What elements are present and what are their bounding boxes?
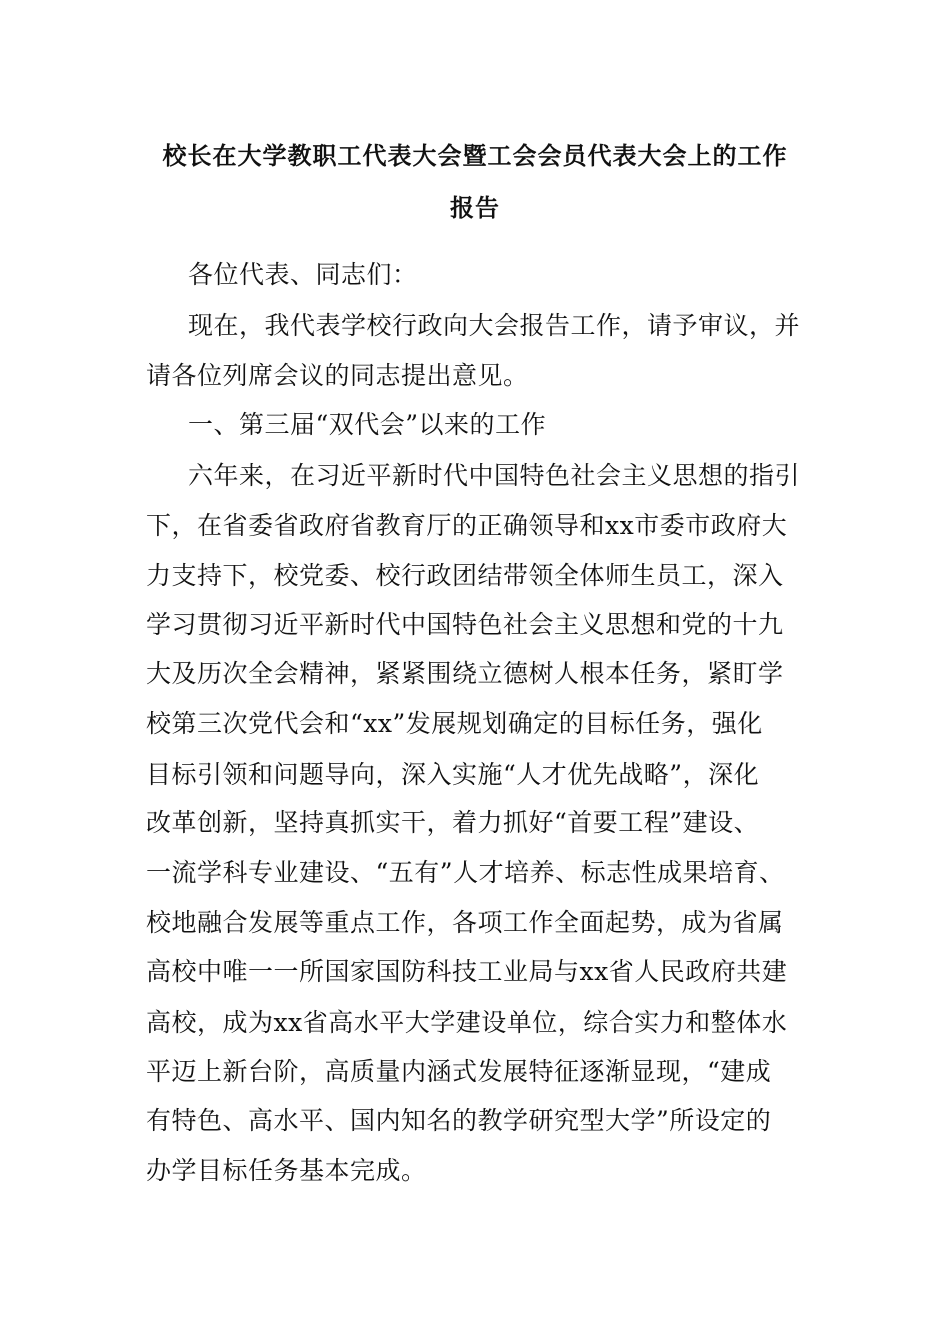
paragraph-line: 办学目标任务基本完成。: [146, 1156, 427, 1185]
paragraph-line: 大及历次全会精神，紧紧围绕立德树人根本任务，紧盯学: [146, 659, 784, 688]
paragraph-line: 现在，我代表学校行政向大会报告工作，请予审议，并: [188, 311, 801, 340]
paragraph-line: 校第三次党代会和“xx”发展规划确定的目标任务，强化: [146, 709, 763, 738]
section-heading: 一、第三届“双代会”以来的工作: [188, 410, 547, 439]
paragraph-line: 请各位列席会议的同志提出意见。: [146, 361, 529, 390]
salutation: 各位代表、同志们：: [188, 260, 418, 289]
paragraph-line: 有特色、高水平、国内知名的教学研究型大学”所设定的: [146, 1106, 772, 1135]
paragraph-line: 一流学科专业建设、“五有”人才培养、标志性成果培育、: [146, 858, 785, 887]
paragraph-line: 六年来，在习近平新时代中国特色社会主义思想的指引: [188, 461, 801, 490]
paragraph-line: 学习贯彻习近平新时代中国特色社会主义思想和党的十九: [146, 610, 784, 639]
paragraph-line: 改革创新，坚持真抓实干，着力抓好“首要工程”建设、: [146, 808, 760, 837]
paragraph-line: 下，在省委省政府省教育厅的正确领导和xx市委市政府大: [146, 511, 788, 540]
paragraph-line: 高校中唯一一所国家国防科技工业局与xx省人民政府共建: [146, 957, 788, 986]
paragraph-line: 平迈上新台阶，高质量内涵式发展特征逐渐显现，“建成: [146, 1057, 772, 1086]
paragraph-line: 高校，成为xx省高水平大学建设单位，综合实力和整体水: [146, 1008, 788, 1037]
paragraph-line: 校地融合发展等重点工作，各项工作全面起势，成为省属: [146, 908, 784, 937]
document-title-line-1: 校长在大学教职工代表大会暨工会会员代表大会上的工作: [162, 142, 788, 170]
paragraph-line: 目标引领和问题导向，深入实施“人才优先战略”，深化: [146, 760, 760, 789]
paragraph-line: 力支持下，校党委、校行政团结带领全体师生员工，深入: [146, 561, 784, 590]
document-title-line-2: 报告: [450, 194, 500, 222]
